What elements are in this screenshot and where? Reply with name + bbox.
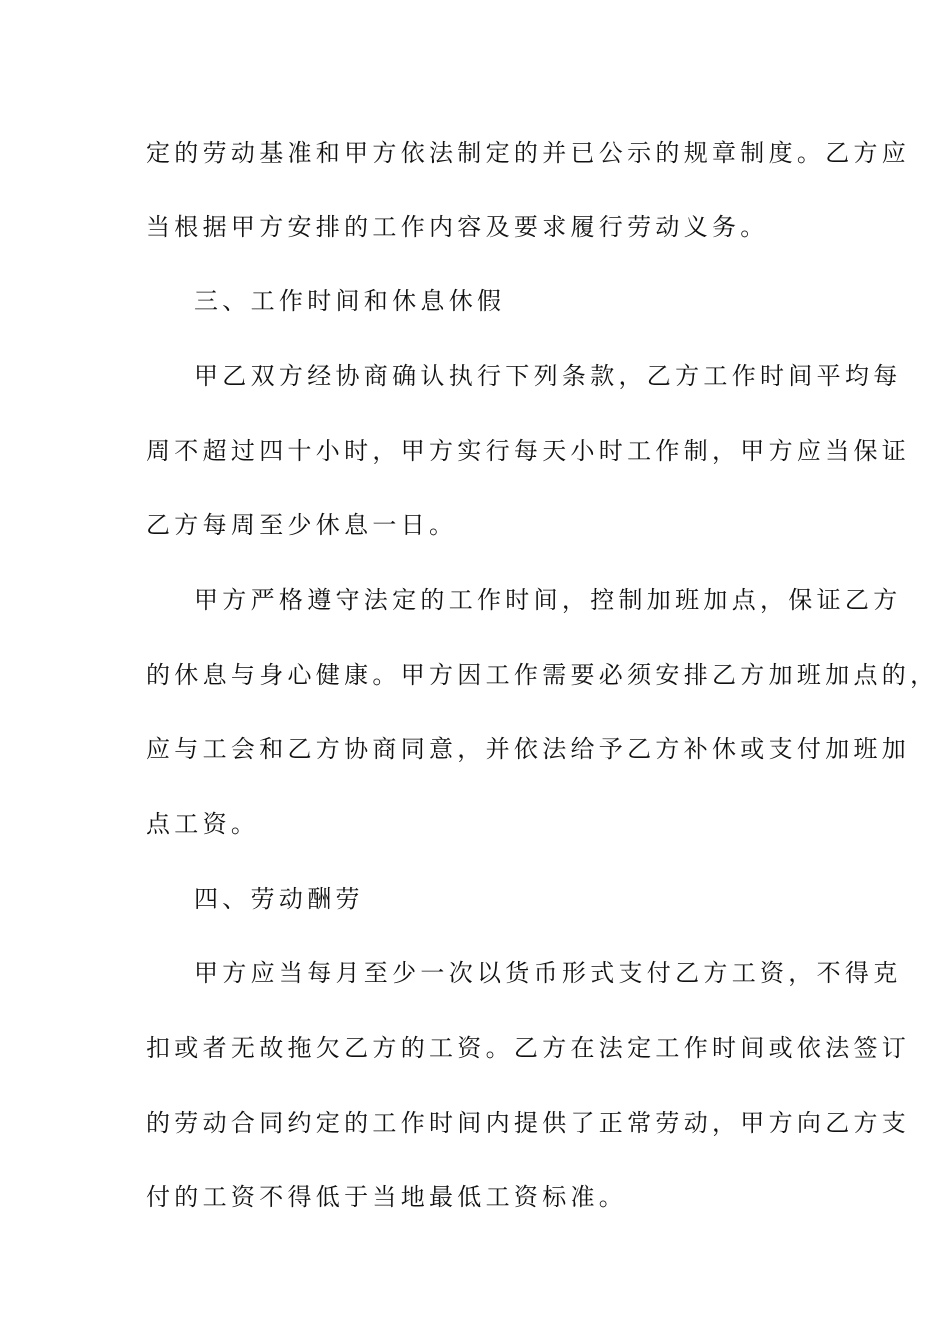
text-line: 定的劳动基准和甲方依法制定的并已公示的规章制度。乙方应 — [146, 139, 911, 167]
text-line: 的劳动合同约定的工作时间内提供了正常劳动，甲方向乙方支 — [146, 1109, 911, 1137]
text-line: 甲方应当每月至少一次以货币形式支付乙方工资，不得克 — [194, 959, 902, 987]
text-line: 点工资。 — [146, 810, 260, 838]
section-heading: 四、劳动酬劳 — [194, 885, 364, 913]
text-line: 扣或者无故拖欠乙方的工资。乙方在法定工作时间或依法签订 — [146, 1034, 911, 1062]
section-heading: 三、工作时间和休息休假 — [194, 287, 506, 315]
text-line: 的休息与身心健康。甲方因工作需要必须安排乙方加班加点的， — [146, 661, 939, 689]
text-line: 甲方严格遵守法定的工作时间，控制加班加点，保证乙方 — [194, 586, 902, 614]
text-line: 应与工会和乙方协商同意，并依法给予乙方补休或支付加班加 — [146, 735, 911, 763]
text-line: 甲乙双方经协商确认执行下列条款，乙方工作时间平均每 — [194, 362, 902, 390]
text-line: 乙方每周至少休息一日。 — [146, 511, 458, 539]
text-line: 付的工资不得低于当地最低工资标准。 — [146, 1183, 628, 1211]
text-line: 当根据甲方安排的工作内容及要求履行劳动义务。 — [146, 213, 769, 241]
text-line: 周不超过四十小时，甲方实行每天小时工作制，甲方应当保证 — [146, 437, 911, 465]
